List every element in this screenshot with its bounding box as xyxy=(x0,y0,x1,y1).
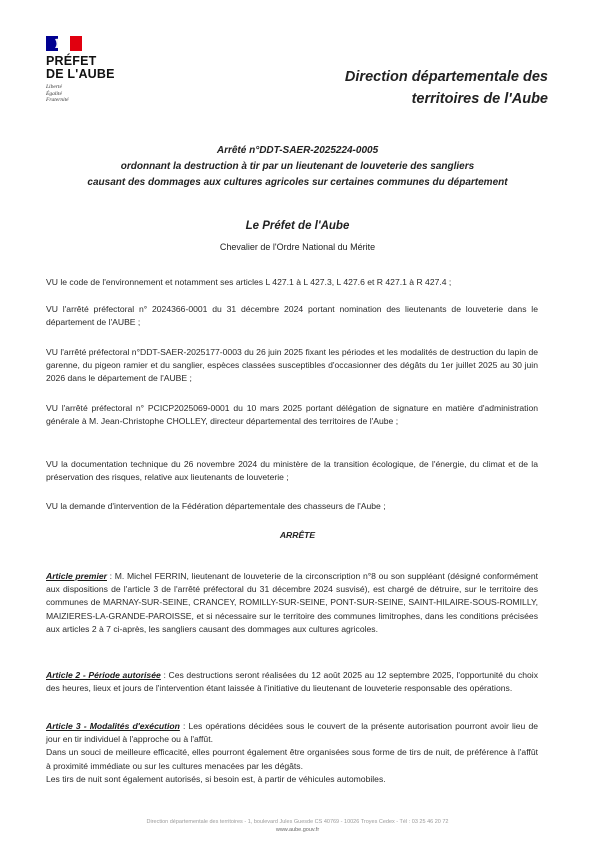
republic-motto xyxy=(46,84,136,104)
direction-line1: Direction départementale des xyxy=(344,69,548,85)
motto-egalite: Égalité xyxy=(46,90,62,97)
arrete-heading: ARRÊTE xyxy=(279,530,316,540)
decree-number: Arrêté n°DDT-SAER-2025224-0005 xyxy=(216,145,379,156)
article-3-extra-1: Dans un souci de meilleure efficacité, elles pourront également être organisées sous forme de tirs de nuit, de préférence à l'affût à proximité immédiate ou sur les cultures menacées par les dégâts. xyxy=(46,747,538,771)
motto-liberte: Liberté xyxy=(46,84,62,90)
vu-clause-5: VU la documentation technique du 26 novembre 2024 du ministère de la transition écologique, de l'énergie, du climat et de la préservation des risques, relative aux lieutenants de louveterie ; xyxy=(46,459,538,483)
decree-title xyxy=(0,143,595,191)
marianne-flag-icon xyxy=(46,36,82,51)
article-3-label: Article 3 - Modalités d'exécution xyxy=(46,721,180,731)
footer-website: www.aube.gouv.fr xyxy=(275,827,320,833)
vu-clause-1: VU le code de l'environnement et notamment ses articles L 427.1 à L 427.3, L 427.6 et R 427.1 à R 427.4 ; xyxy=(46,277,452,287)
prefet-heading: Le Préfet de l'Aube xyxy=(245,220,350,232)
article-3-extra-2: Les tirs de nuit sont également autorisés, si besoin est, à partir de véhicules automobiles. xyxy=(46,773,386,784)
decree-subject-line2: causant des dommages aux cultures agricoles sur certaines communes du département xyxy=(87,177,508,188)
vu-clause-2: VU l'arrêté préfectoral n° 2024366-0001 du 31 décembre 2024 portant nomination des lieutenants de louveterie dans le département de l'AUBE ; xyxy=(46,304,538,328)
vu-clause-3: VU l'arrêté préfectoral n°DDT-SAER-2025177-0003 du 26 juin 2025 fixant les périodes et les modalités de destruction du lapin de garenne, du pigeon ramier et du sanglier, espèces classées susceptibles d'occasionner des dégâts du 1er juillet 2025 au 30 juin 2026 dans le département de l'AUBE ; xyxy=(46,347,538,384)
article-1-text: : M. Michel FERRIN, lieutenant de louveterie de la circonscription n°8 ou son suppléant (désigné conformément aux dispositions de l'article 3 de l'arrêté préfectoral du 31 décembre 2024 susvisé), est chargé de détruire, sur le territoire des communes de MARNAY-SUR-SEINE, CRANCEY, ROMILLY-SUR-SEINE, PONT-SUR-SEINE, SAINT-HILAIRE-SOUS-ROMILLY, MAIZIERES-LA-GRANDE-PAROISSE, et si nécessaire sur le territoire des communes limitrophes, dans les conditions précisées aux articles 2 à 7 ci-après, les sangliers causant des dommages aux cultures agricoles. xyxy=(46,571,538,634)
article-2 xyxy=(46,669,538,695)
logo-prefet-line1: PRÉFET xyxy=(46,54,97,68)
article-2-text: : Ces destructions seront réalisées du 12 août 2025 au 12 septembre 2025, l'opportunité du choix des heures, lieux et jours de l'intervention étant laissée à l'initiative du lieutenant de louveterie responsable des opérations. xyxy=(46,670,539,694)
logo-prefet-line2: DE L'AUBE xyxy=(46,67,115,81)
issuing-direction xyxy=(345,66,548,110)
article-1-label: Article premier xyxy=(46,571,107,581)
vu-clause-4: VU l'arrêté préfectoral n° PCICP2025069-0001 du 10 mars 2025 portant délégation de signature en matière d'administration générale à M. Jean-Christophe CHOLLEY, directeur départemental des territoires de l'Aube ; xyxy=(46,403,538,427)
logo-wordmark xyxy=(46,55,136,81)
article-3-text: : Les opérations décidées sous le couvert de la présente autorisation pourront avoir lieu de jour en tir individuel à l'approche ou à l'affût. xyxy=(46,721,538,745)
prefet-honor: Chevalier de l'Ordre National du Mérite xyxy=(219,242,376,252)
article-3 xyxy=(46,720,538,786)
vu-clause-6: VU la demande d'intervention de la Fédération départementale des chasseurs de l'Aube ; xyxy=(46,501,386,511)
motto-fraternite: Fraternité xyxy=(46,97,69,103)
article-1 xyxy=(46,570,538,636)
prefecture-logo xyxy=(46,36,136,104)
footer-address: Direction départementale des territoires - 1, boulevard Jules Guesde CS 40769 - 10026 Troyes Cedex - Tél : 03 25 46 20 72 xyxy=(146,819,449,825)
decree-subject-line1: ordonnant la destruction à tir par un lieutenant de louveterie des sangliers xyxy=(120,161,475,172)
direction-line2: territoires de l'Aube xyxy=(411,91,548,107)
article-2-label: Article 2 - Période autorisée xyxy=(46,670,161,680)
